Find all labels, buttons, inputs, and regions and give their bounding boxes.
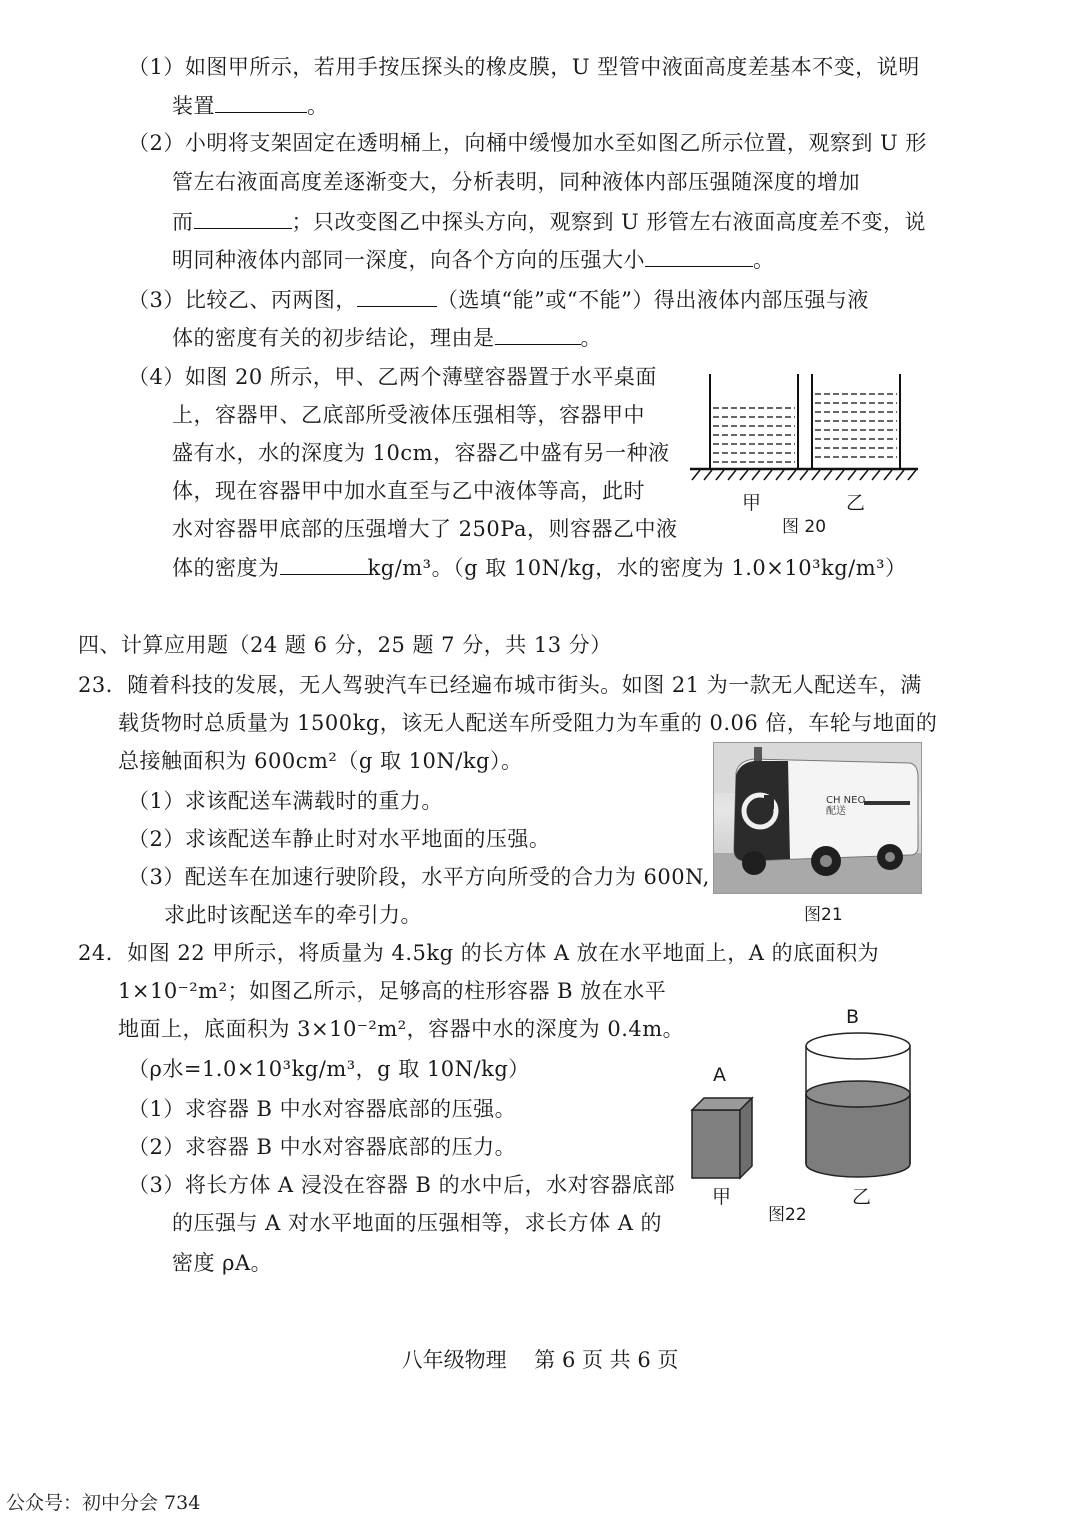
- q22-part4-line5: 水对容器甲底部的压强增大了 250Pa，则容器乙中液: [172, 517, 678, 541]
- figure-21-delivery-vehicle-photo: [713, 742, 922, 894]
- q22-part4-line2: 上，容器甲、乙底部所受液体压强相等，容器甲中: [172, 403, 645, 427]
- delivery-vehicle-illustration: [714, 743, 921, 893]
- q24-sub3-line3: 密度 ρA。: [172, 1251, 273, 1275]
- container-jia: [710, 374, 798, 468]
- q23-sub3-line2: 求此时该配送车的牵引力。: [164, 903, 422, 927]
- answer-blank[interactable]: [645, 244, 753, 267]
- fig20-label-jia: 甲: [742, 492, 762, 514]
- q22-part2-text-b: ；只改变图乙中探头方向，观察到 U 形管左右液面高度差不变，说: [291, 210, 927, 234]
- q22-part2-text-c: 明同种液体内部同一深度，向各个方向的压强大小: [172, 248, 645, 272]
- figure-22-block-and-container: [686, 1028, 916, 1180]
- q22-part3-line1: [128, 284, 869, 315]
- q24-sub1: （1）求容器 B 中水对容器底部的压强。: [128, 1097, 517, 1121]
- q22-part2-line3: [172, 206, 926, 237]
- q24-sub3-line2: 的压强与 A 对水平地面的压强相等，求长方体 A 的: [172, 1211, 663, 1235]
- fig22-label-a: A: [713, 1064, 726, 1086]
- q23-sub2: （2）求该配送车静止时对水平地面的压强。: [128, 827, 551, 851]
- q22-part2-line1: （2）小明将支架固定在透明桶上，向桶中缓慢加水至如图乙所示位置，观察到 U 形: [128, 131, 927, 155]
- q22-part3-text: （3）比较乙、丙两图，: [128, 288, 357, 312]
- fig20-caption: 图 20: [782, 517, 827, 537]
- q22-part4-line1: （4）如图 20 所示，甲、乙两个薄壁容器置于水平桌面: [128, 365, 657, 389]
- section-4-title: 四、计算应用题（24 题 6 分，25 题 7 分，共 13 分）: [78, 633, 612, 657]
- q22-part3-end: 。: [580, 326, 602, 350]
- block-a: [692, 1098, 752, 1178]
- q23-line1: 23．随着科技的发展，无人驾驶汽车已经遍布城市街头。如图 21 为一款无人配送车，满: [78, 673, 922, 697]
- answer-blank[interactable]: [280, 552, 368, 575]
- vehicle-side-lettering: CH NEO 配送: [826, 795, 866, 817]
- q22-part1-line2: [172, 90, 329, 121]
- q22-part1-line1: （1）如图甲所示，若用手按压探头的橡皮膜，U 型管中液面高度差基本不变，说明: [128, 55, 920, 79]
- q22-part2-end: 。: [753, 248, 775, 272]
- q22-part2-text: 而: [172, 210, 194, 234]
- q23-line2: 载货物时总质量为 1500kg，该无人配送车所受阻力为车重的 0.06 倍，车轮与地面的: [118, 711, 938, 735]
- q22-part4-line4: 体，现在容器甲中加水直至与乙中液体等高，此时: [172, 479, 645, 503]
- q22-part1-end: 。: [307, 94, 329, 118]
- container-b: [806, 1033, 910, 1177]
- answer-blank[interactable]: [215, 90, 307, 113]
- table-surface: [690, 469, 918, 480]
- q24-sub3-line1: （3）将长方体 A 浸没在容器 B 的水中后，水对容器底部: [128, 1173, 676, 1197]
- fig22-label-yi: 乙: [852, 1186, 872, 1208]
- q22-part3-text-c: 体的密度有关的初步结论，理由是: [172, 326, 495, 350]
- q22-part3-line2: [172, 322, 602, 353]
- q24-line1: 24．如图 22 甲所示，将质量为 4.5kg 的长方体 A 放在水平地面上，A 的底面积为: [78, 941, 880, 965]
- q22-part1-text: 装置: [172, 94, 215, 118]
- answer-blank[interactable]: [357, 284, 437, 307]
- q22-part4-line6: [172, 552, 907, 583]
- q22-part2-line2: 管左右液面高度差逐渐变大，分析表明，同种液体内部压强随深度的增加: [172, 170, 860, 194]
- q22-part4-end: kg/m³。（g 取 10N/kg，水的密度为 1.0×10³kg/m³）: [367, 556, 907, 580]
- container-yi: [812, 374, 900, 468]
- q24-sub2: （2）求容器 B 中水对容器底部的压力。: [128, 1135, 517, 1159]
- fig20-label-yi: 乙: [846, 492, 866, 514]
- q22-part2-line4: [172, 244, 775, 275]
- q23-sub3-line1: （3）配送车在加速行驶阶段，水平方向所受的合力为 600N,: [128, 865, 710, 889]
- fig22-label-b: B: [846, 1006, 860, 1028]
- watermark-text: 公众号：初中分会 734: [6, 1492, 201, 1514]
- q22-part4-text: 体的密度为: [172, 556, 280, 580]
- q22-part3-text-b: （选填“能”或“不能”）得出液体内部压强与液: [436, 288, 869, 312]
- page-footer: 八年级物理 第 6 页 共 6 页: [401, 1348, 679, 1372]
- q24-line3: 地面上，底面积为 3×10⁻²m²，容器中水的深度为 0.4m。: [118, 1017, 685, 1041]
- q22-part4-line3: 盛有水，水的深度为 10cm，容器乙中盛有另一种液: [172, 441, 670, 465]
- q23-line3: 总接触面积为 600cm²（g 取 10N/kg）。: [118, 749, 523, 773]
- fig21-caption: 图21: [804, 905, 843, 925]
- fig22-label-jia: 甲: [712, 1186, 732, 1208]
- q24-line4: （ρ水=1.0×10³kg/m³，g 取 10N/kg）: [128, 1057, 530, 1081]
- fig22-caption: 图22: [768, 1205, 807, 1225]
- answer-blank[interactable]: [194, 206, 292, 229]
- q24-line2: 1×10⁻²m²；如图乙所示，足够高的柱形容器 B 放在水平: [118, 979, 667, 1003]
- answer-blank[interactable]: [495, 322, 581, 345]
- q23-sub1: （1）求该配送车满载时的重力。: [128, 789, 443, 813]
